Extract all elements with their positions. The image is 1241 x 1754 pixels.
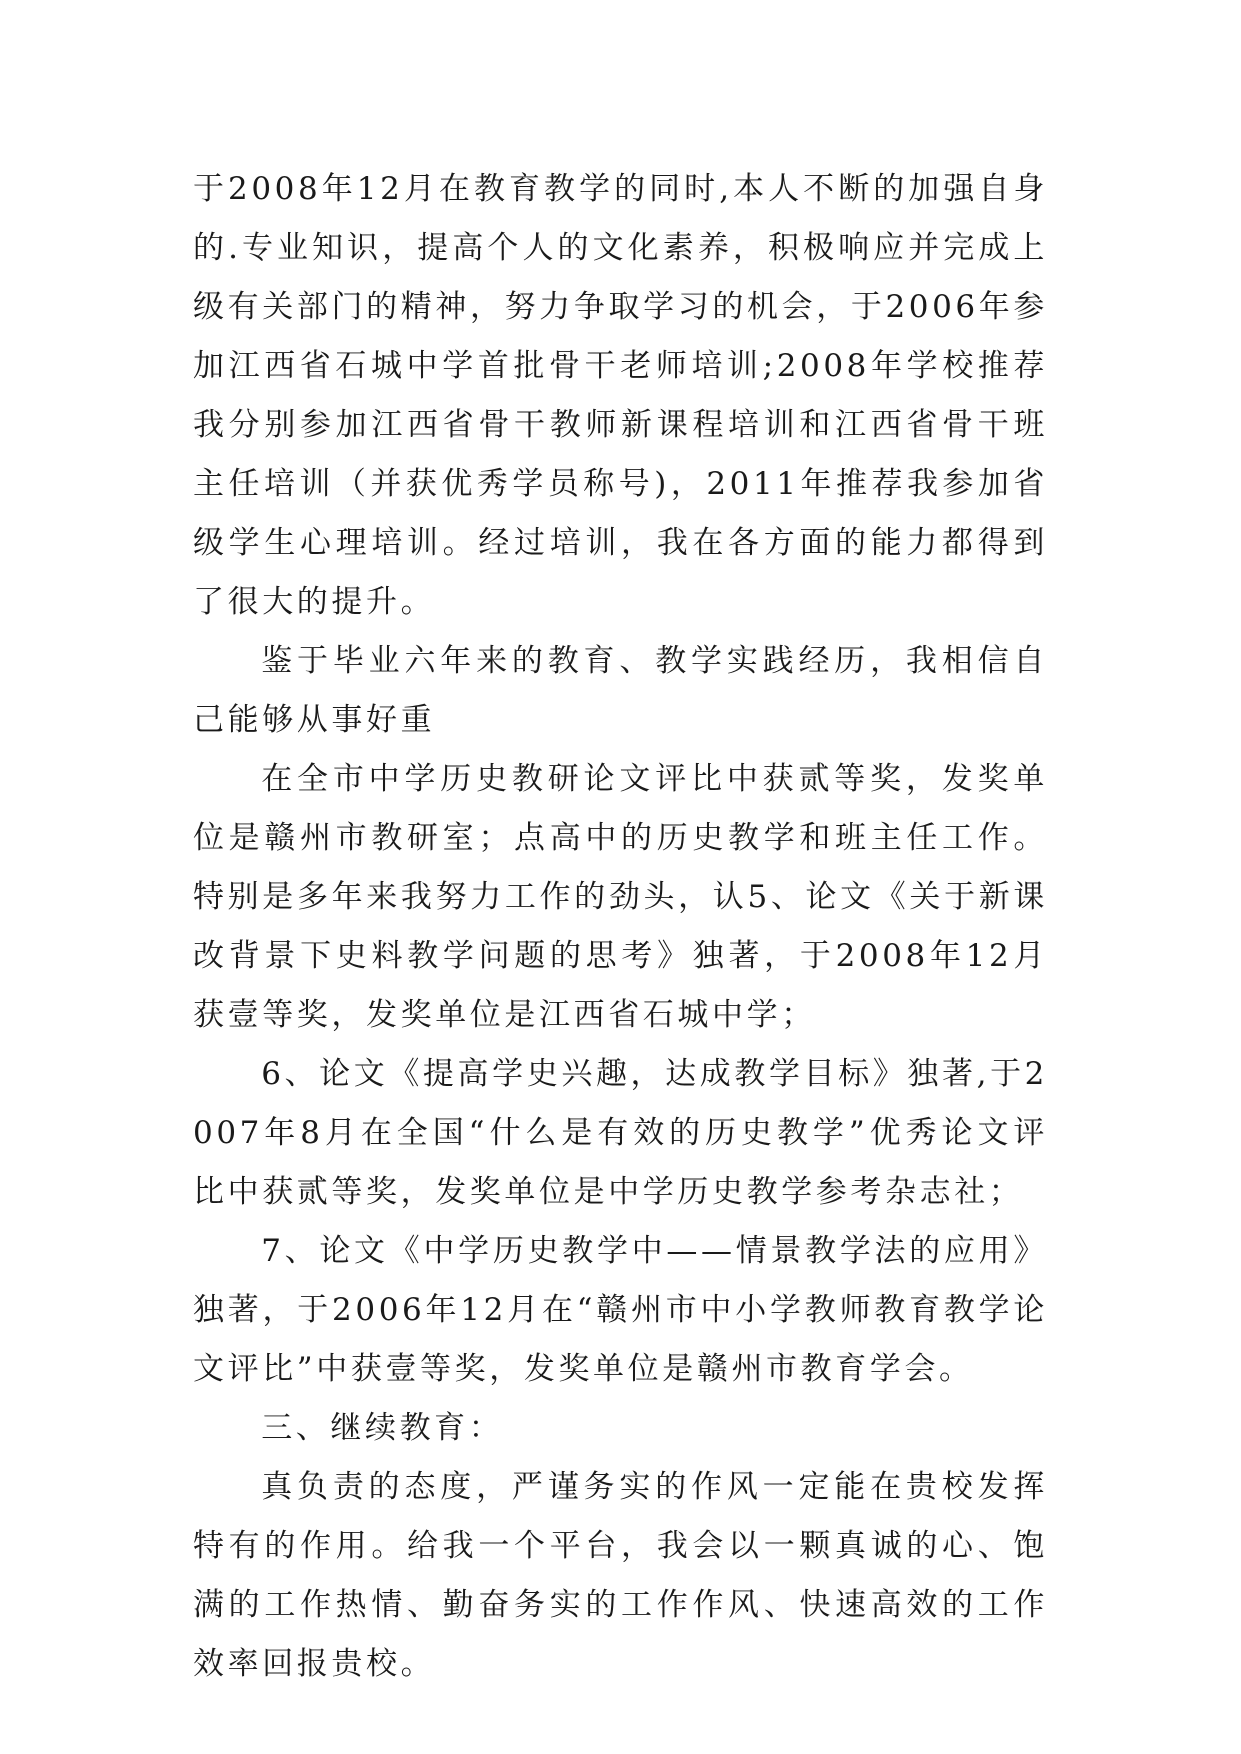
document-body	[193, 160, 1048, 1694]
paragraph-award-city: 在全市中学历史教研论文评比中获贰等奖，发奖单位是赣州市教研室；点高中的历史教学和班主任工作。特别是多年来我努力工作的劲头，认5、论文《关于新课改背景下史料教学问题的思考》独著，于2008年12月获壹等奖，发奖单位是江西省石城中学；	[193, 761, 1048, 1033]
paragraph-award-7: 7、论文《中学历史教学中——情景教学法的应用》独著，于2006年12月在“赣州市中小学教师教育教学论文评比”中获壹等奖，发奖单位是赣州市教育学会。	[193, 1233, 1048, 1387]
section-heading-continuing-education: 三、继续教育：	[261, 1410, 504, 1446]
paragraph-experience: 鉴于毕业六年来的教育、教学实践经历，我相信自己能够从事好重	[193, 643, 1048, 738]
paragraph-award-6: 6、论文《提高学史兴趣，达成教学目标》独著,于2007年8月在全国“什么是有效的历史教学”优秀论文评比中获贰等奖，发奖单位是中学历史教学参考杂志社；	[193, 1056, 1048, 1210]
paragraph-closing: 真负责的态度，严谨务实的作风一定能在贵校发挥特有的作用。给我一个平台，我会以一颗真诚的心、饱满的工作热情、勤奋务实的工作作风、快速高效的工作效率回报贵校。	[193, 1469, 1048, 1682]
paragraph-training: 于2008年12月在教育教学的同时,本人不断的加强自身的.专业知识，提高个人的文化素养，积极响应并完成上级有关部门的精神，努力争取学习的机会，于2006年参加江西省石城中学首批骨干老师培训;2008年学校推荐我分别参加江西省骨干教师新课程培训和江西省骨干班主任培训（并获优秀学员称号)，2011年推荐我参加省级学生心理培训。经过培训，我在各方面的能力都得到了很大的提升。	[193, 171, 1048, 620]
